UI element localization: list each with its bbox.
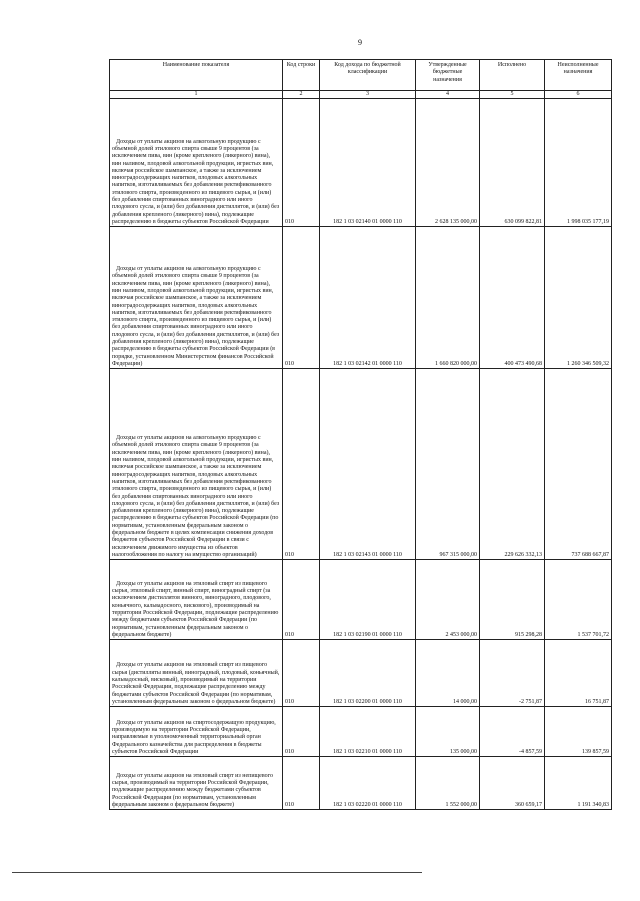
income-report-table xyxy=(109,59,612,810)
table-row xyxy=(110,99,612,227)
column-number: 4 xyxy=(416,91,480,99)
header-approved: Утвержденные бюджетные назначения xyxy=(416,60,480,91)
column-number: 6 xyxy=(545,91,612,99)
column-number: 5 xyxy=(480,91,545,99)
row-executed: -2 751,87 xyxy=(480,640,545,707)
footer-divider xyxy=(12,872,422,873)
row-executed: 630 099 822,81 xyxy=(480,99,545,227)
row-budget-code: 182 1 03 02143 01 0000 110 xyxy=(320,369,416,560)
row-approved: 967 315 000,00 xyxy=(416,369,480,560)
table-row xyxy=(110,757,612,810)
row-budget-code: 182 1 03 02210 01 0000 110 xyxy=(320,707,416,757)
row-line-code: 010 xyxy=(283,369,320,560)
column-number: 1 xyxy=(110,91,283,99)
row-name: Доходы от уплаты акцизов на алкогольную продукцию с объемной долей этилового спирта свыше 9 процентов (за исключением пива, вин (кроме крепленого (ликерного) вина), вин наливом, плодовой алкогольной продукции, игристых вин, включая российское шампанское, а также за исключением виноградосодержащих напитков, плодовых алкогольных напитков, изготавливаемых без добавления ректификованного этилового спирта, произведенного из пищевого сырья, и (или) без добавления спиртованных виноградного или иного плодового сусла, и (или) без добавления дистиллятов, и (или) без добавления крепленого (ликерного) вина), подлежащие распределению в бюджеты субъектов Российской Федерации xyxy=(110,99,283,227)
row-line-code: 010 xyxy=(283,707,320,757)
column-numbers-row xyxy=(110,91,612,99)
row-line-code: 010 xyxy=(283,227,320,369)
row-name: Доходы от уплаты акцизов на этиловый спирт из пищевого сырья (дистилляты винный, виноградный, плодовый, коньячный, кальвадосный, висковый), производимый на территории Российской Федерации, подлежащие распределению между бюджетами субъектов Российской Федерации (по нормативам, установленным федеральным законом о федеральном бюджете) xyxy=(110,640,283,707)
row-approved: 1 660 820 000,00 xyxy=(416,227,480,369)
column-number: 3 xyxy=(320,91,416,99)
table-row xyxy=(110,640,612,707)
row-name: Доходы от уплаты акцизов на этиловый спирт из непищевого сырья, производимый на территории Российской Федерации, подлежащие распределению между бюджетами субъектов Российской Федерации (по нормативам, установленным федеральным законом о федеральном бюджете) xyxy=(110,757,283,810)
row-line-code: 010 xyxy=(283,99,320,227)
column-number: 2 xyxy=(283,91,320,99)
header-executed: Исполнено xyxy=(480,60,545,91)
row-unexecuted: 1 537 701,72 xyxy=(545,560,612,640)
row-name: Доходы от уплаты акцизов на алкогольную продукцию с объемной долей этилового спирта свыше 9 процентов (за исключением пива, вин (кроме крепленого (ликерного) вина), вин наливом, плодовой алкогольной продукции, игристых вин, включая российское шампанское, а также за исключением виноградосодержащих напитков, плодовых алкогольных напитков, изготавливаемых без добавления ректификованного этилового спирта, произведенного из пищевого сырья, и (или) без добавления спиртованных виноградного или иного плодового сусла, и (или) без добавления дистиллятов, и (или) без добавления крепленого (ликерного) вина), подлежащие распределению в бюджеты субъектов Российской Федерации (в порядке, установленном Министерством финансов Российской Федерации) xyxy=(110,227,283,369)
row-unexecuted: 737 688 667,87 xyxy=(545,369,612,560)
table-row xyxy=(110,227,612,369)
table-row xyxy=(110,560,612,640)
row-unexecuted: 139 857,59 xyxy=(545,707,612,757)
row-budget-code: 182 1 03 02190 01 0000 110 xyxy=(320,560,416,640)
page-number: 9 xyxy=(358,38,362,47)
table-header-row xyxy=(110,60,612,91)
header-budget-code: Код дохода по бюджетной классификации xyxy=(320,60,416,91)
row-executed: -4 857,59 xyxy=(480,707,545,757)
row-approved: 2 453 000,00 xyxy=(416,560,480,640)
row-unexecuted: 1 998 035 177,19 xyxy=(545,99,612,227)
row-unexecuted: 1 260 346 509,32 xyxy=(545,227,612,369)
row-line-code: 010 xyxy=(283,757,320,810)
row-unexecuted: 16 751,87 xyxy=(545,640,612,707)
row-executed: 360 659,17 xyxy=(480,757,545,810)
header-line-code: Код строки xyxy=(283,60,320,91)
row-line-code: 010 xyxy=(283,640,320,707)
row-executed: 915 298,28 xyxy=(480,560,545,640)
row-budget-code: 182 1 03 02140 01 0000 110 xyxy=(320,99,416,227)
row-line-code: 010 xyxy=(283,560,320,640)
table-row xyxy=(110,707,612,757)
row-name: Доходы от уплаты акцизов на спиртосодержащую продукцию, производимую на территории Российской Федерации, направляемые в уполномоченный территориальный орган Федерального казначейства для распределения в бюджеты субъектов Российской Федерации xyxy=(110,707,283,757)
header-name: Наименование показателя xyxy=(110,60,283,91)
row-approved: 1 552 000,00 xyxy=(416,757,480,810)
row-name: Доходы от уплаты акцизов на этиловый спирт из пищевого сырья, этиловый спирт, винный спирт, виноградный спирт (за исключением дистиллятов винного, виноградного, плодового, коньячного, кальвадосного, вискового), производимый на территории Российской Федерации, подлежащие распределению между бюджетами субъектов Российской Федерации (по нормативам, установленным федеральным законом о федеральном бюджете) xyxy=(110,560,283,640)
row-approved: 135 000,00 xyxy=(416,707,480,757)
table-row xyxy=(110,369,612,560)
row-executed: 400 473 490,68 xyxy=(480,227,545,369)
row-approved: 2 628 135 000,00 xyxy=(416,99,480,227)
row-budget-code: 182 1 03 02142 01 0000 110 xyxy=(320,227,416,369)
row-approved: 14 000,00 xyxy=(416,640,480,707)
row-budget-code: 182 1 03 02220 01 0000 110 xyxy=(320,757,416,810)
row-budget-code: 182 1 03 02200 01 0000 110 xyxy=(320,640,416,707)
header-unexecuted: Неисполненные назначения xyxy=(545,60,612,91)
row-unexecuted: 1 191 340,83 xyxy=(545,757,612,810)
row-name: Доходы от уплаты акцизов на алкогольную продукцию с объемной долей этилового спирта свыше 9 процентов (за исключением пива, вин (кроме крепленого (ликерного) вина), вин наливом, плодовой алкогольной продукции, игристых вин, включая российское шампанское, а также за исключением виноградосодержащих напитков, плодовых алкогольных напитков, изготавливаемых без добавления ректификованного этилового спирта, произведенного из пищевого сырья, и (или) без добавления спиртованных виноградного или иного плодового сусла, и (или) без добавления дистиллятов, и (или) без добавления крепленого (ликерного) вина), подлежащие распределению в бюджеты субъектов Российской Федерации (по нормативам, установленным федеральным законом о федеральном бюджете в целях компенсации снижения доходов бюджетов субъектов Российской Федерации в связи с исключением движимого имущества из объектов налогообложения по налогу на имущество организаций) xyxy=(110,369,283,560)
row-executed: 229 626 332,13 xyxy=(480,369,545,560)
